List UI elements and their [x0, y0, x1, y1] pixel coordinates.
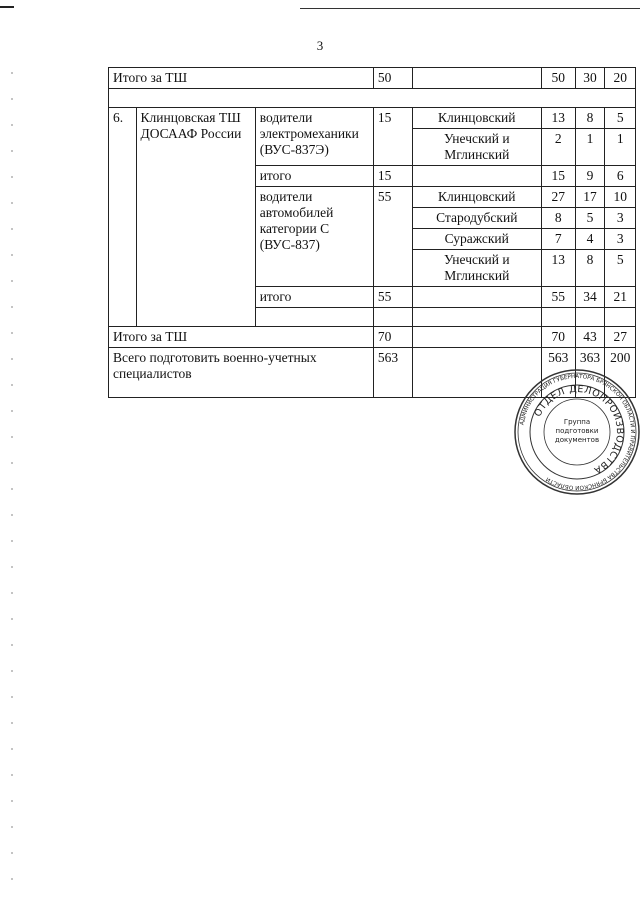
summary-col3: 20 — [605, 68, 636, 89]
specialty-count: 55 — [373, 187, 412, 287]
subtotal-count: 55 — [373, 287, 412, 308]
district-cell: Клинцовский — [412, 108, 541, 129]
summary-count: 70 — [373, 327, 412, 348]
summary-col2: 43 — [575, 327, 605, 348]
col2-cell: 8 — [575, 108, 605, 129]
col2-cell: 8 — [575, 250, 605, 287]
district-cell: Суражский — [412, 229, 541, 250]
col2-cell: 1 — [575, 129, 605, 166]
school-name: Клинцовская ТШ ДОСААФ России — [136, 108, 255, 327]
district-cell: Стародубский — [412, 208, 541, 229]
grand-total-count: 563 — [373, 348, 412, 398]
total-cell: 13 — [541, 250, 575, 287]
top-rule — [300, 8, 640, 9]
subtotal-total: 15 — [541, 166, 575, 187]
total-cell: 27 — [541, 187, 575, 208]
district-cell: Унечский и Мглинский — [412, 250, 541, 287]
summary-label: Итого за ТШ — [109, 68, 374, 89]
table-row — [109, 108, 636, 129]
summary-col3: 27 — [605, 327, 636, 348]
school-number: 6. — [109, 108, 137, 327]
col3-cell: 1 — [605, 129, 636, 166]
stamp-center-line: документов — [554, 436, 600, 444]
summary-total: 70 — [541, 327, 575, 348]
summary-row-school — [109, 327, 636, 348]
subtotal-col3: 6 — [605, 166, 636, 187]
summary-count: 50 — [373, 68, 412, 89]
col3-cell: 3 — [605, 208, 636, 229]
total-cell: 7 — [541, 229, 575, 250]
stamp-center-line: подготовки — [555, 427, 599, 435]
subtotal-count: 15 — [373, 166, 412, 187]
summary-col2: 30 — [575, 68, 605, 89]
corner-mark — [0, 6, 14, 8]
col3-cell: 5 — [605, 108, 636, 129]
page-number: 3 — [316, 38, 324, 53]
binding-margin — [10, 60, 14, 885]
training-table — [108, 67, 636, 398]
grand-total-label: Всего подготовить военно-учетных специалистов — [109, 348, 374, 398]
district-cell: Клинцовский — [412, 187, 541, 208]
subtotal-label: итого — [255, 287, 373, 308]
total-cell: 2 — [541, 129, 575, 166]
specialty-count: 15 — [373, 108, 412, 166]
col3-cell: 3 — [605, 229, 636, 250]
col2-cell: 4 — [575, 229, 605, 250]
col2-cell: 5 — [575, 208, 605, 229]
subtotal-col3: 21 — [605, 287, 636, 308]
total-cell: 13 — [541, 108, 575, 129]
summary-total: 50 — [541, 68, 575, 89]
stamp-dept-text: ОТДЕЛ ДЕЛОПРОИЗВОДСТВА — [532, 383, 626, 476]
col3-cell: 5 — [605, 250, 636, 287]
col3-cell: 10 — [605, 187, 636, 208]
subtotal-col2: 34 — [575, 287, 605, 308]
summary-row-top — [109, 68, 636, 89]
col2-cell: 17 — [575, 187, 605, 208]
stamp-ring-text: АДМИНИСТРАЦИЯ ГУБЕРНАТОРА БРЯНСКОЙ ОБЛАСТИ И ПРАВИТЕЛЬСТВА БРЯНСКОЙ ОБЛАСТИ — [519, 373, 636, 491]
subtotal-label: итого — [255, 166, 373, 187]
specialty-cell: водители электромеханики (ВУС-837Э) — [255, 108, 373, 166]
grand-total-col2: 363 — [575, 348, 605, 398]
subtotal-total: 55 — [541, 287, 575, 308]
office-stamp — [512, 367, 640, 497]
stamp-center-line: Группа — [563, 418, 591, 426]
grand-total-total: 563 — [541, 348, 575, 398]
total-cell: 8 — [541, 208, 575, 229]
subtotal-col2: 9 — [575, 166, 605, 187]
grand-total-col3: 200 — [605, 348, 636, 398]
summary-label: Итого за ТШ — [109, 327, 374, 348]
district-cell: Унечский и Мглинский — [412, 129, 541, 166]
specialty-cell: водители автомобилей категории С (ВУС-837) — [255, 187, 373, 287]
spacer-row — [109, 89, 636, 108]
